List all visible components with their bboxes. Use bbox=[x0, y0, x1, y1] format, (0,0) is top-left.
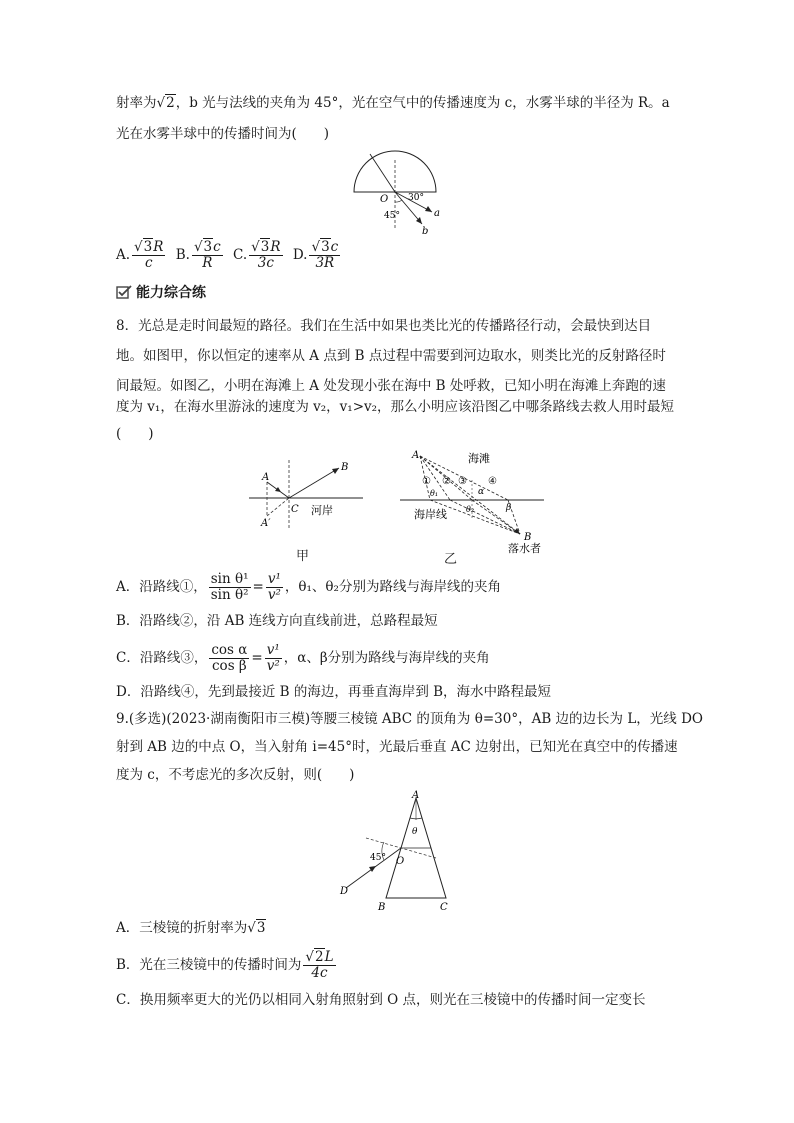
yi-beta: β bbox=[506, 503, 512, 513]
q8-opta-pre: A．沿路线①， bbox=[116, 579, 207, 595]
q9-option-b[interactable] bbox=[116, 950, 338, 981]
option-letter: B. bbox=[175, 247, 190, 263]
jia-label-B: B bbox=[341, 462, 349, 473]
option-letter: A. bbox=[116, 247, 131, 263]
sqrt-2-arg: 2 bbox=[166, 95, 175, 111]
q9-option-c[interactable]: C．换用频率更大的光仍以相同入射角照射到 O 点，则光在三棱镜中的传播时间一定变长 bbox=[116, 992, 646, 1008]
q9-optb-pre: B．光在三棱镜中的传播时间为 bbox=[116, 957, 302, 973]
option-letter: D. bbox=[292, 247, 308, 263]
q8-line-1: 8．光总是走时间最短的路径。我们在生活中如果也类比光的传播路径行动，会最快到达目 bbox=[116, 318, 652, 334]
yi-label-victim: 落水者 bbox=[508, 542, 541, 555]
sqrt-2: √2 bbox=[156, 95, 175, 111]
sqrt-3-arg: 3 bbox=[256, 920, 266, 936]
q7-option-a-frac: $\frac{√3R}{c}$ bbox=[134, 239, 164, 271]
q7-hemisphere-figure bbox=[340, 150, 450, 236]
checkbox-icon bbox=[116, 285, 132, 299]
num-rest: R bbox=[153, 239, 164, 255]
q9-label-C: C bbox=[440, 902, 448, 910]
section-header bbox=[116, 282, 206, 302]
q8-line-2: 地。如图甲，你以恒定的速率从 A 点到 B 点过程中需要到河边取水，则类比光的反射路径时 bbox=[116, 348, 666, 364]
q9-label-45: 45° bbox=[370, 853, 386, 863]
q8-option-b[interactable]: B．沿路线②，沿 AB 连线方向直线前进，总路程最短 bbox=[116, 613, 438, 629]
q9-label-B: B bbox=[378, 902, 386, 910]
q9-label-O: O bbox=[396, 856, 405, 867]
yi-label-shoreline: 海岸线 bbox=[414, 508, 447, 521]
yi-label-beach: 海滩 bbox=[468, 452, 490, 465]
q8-opta-frac-right bbox=[266, 572, 283, 603]
q7-line-2: 光在水雾半球中的传播时间为( ) bbox=[116, 126, 330, 142]
q8-line-4: 度为 v₁，在海水里游泳的速度为 v₂，v₁>v₂，那么小明应该沿图乙中哪条路线去救人用时最短 bbox=[116, 399, 675, 415]
yi-alpha: α bbox=[478, 487, 485, 497]
q9-line-3: 度为 c，不考虑光的多次反射，则( ) bbox=[116, 767, 355, 783]
q7-line-1-b: ，b 光与法线的夹角为 45°，光在空气中的传播速度为 c，水雾半球的半径为 R。a bbox=[175, 95, 670, 111]
num: v¹ bbox=[267, 571, 281, 587]
q8-figure-yi bbox=[396, 444, 546, 556]
q8-option-c[interactable] bbox=[116, 643, 490, 674]
q9-opta-pre: A．三棱镜的折射率为 bbox=[116, 920, 248, 936]
q7-line-1-a: 射率为 bbox=[116, 95, 157, 111]
den: c bbox=[144, 255, 153, 271]
yi-theta1: θ₁ bbox=[430, 489, 439, 498]
den: v² bbox=[266, 658, 280, 674]
num-sqrt: 3 bbox=[260, 239, 270, 255]
q9-option-a[interactable] bbox=[116, 918, 266, 938]
q8-opta-post: ，θ₁、θ₂分别为路线与海岸线的夹角 bbox=[284, 579, 501, 595]
q8-line-3: 间最短。如图乙，小明在海滩上 A 处发现小张在海中 B 处呼救，已知小明在海滩上奔跑的速 bbox=[116, 378, 666, 394]
q8-option-a[interactable] bbox=[116, 572, 501, 603]
num-sqrt: 3 bbox=[143, 239, 153, 255]
den: 3c bbox=[257, 255, 274, 271]
jia-label-river: 河岸 bbox=[311, 504, 333, 517]
q8-optc-post: ，α、β分别为路线与海岸线的夹角 bbox=[283, 650, 490, 666]
num: sin θ¹ bbox=[210, 571, 249, 587]
num: v¹ bbox=[266, 642, 280, 658]
q8-caption-jia: 甲 bbox=[296, 549, 310, 564]
q8-line-5: ( ) bbox=[116, 426, 154, 442]
den: R bbox=[202, 255, 213, 271]
q7-label-a: a bbox=[434, 208, 440, 219]
q9-label-theta: θ bbox=[412, 827, 418, 837]
num-rest: c bbox=[213, 239, 221, 255]
q8-option-d[interactable]: D．沿路线④，先到最接近 B 的海边，再垂直海岸到 B，海水中路程最短 bbox=[116, 684, 552, 700]
jia-label-A: A bbox=[262, 472, 270, 483]
q7-option-a[interactable] bbox=[116, 239, 167, 271]
q7-line-1 bbox=[116, 93, 670, 113]
q9-optb-frac: $\frac{√2L}{4c}$ bbox=[305, 949, 334, 981]
q8-opta-frac-left bbox=[209, 572, 251, 603]
q8-optc-frac-right bbox=[265, 643, 282, 674]
q7-option-b-frac: $\frac{√3c}{R}$ bbox=[193, 239, 221, 271]
num-rest: R bbox=[270, 239, 281, 255]
section-title: 能力综合练 bbox=[136, 285, 206, 301]
jia-label-C: C bbox=[291, 504, 299, 515]
q7-label-45: 45° bbox=[384, 211, 400, 221]
q7-label-30: 30° bbox=[408, 193, 424, 203]
sqrt-3: √3 bbox=[247, 920, 266, 936]
yi-path-1: ① bbox=[422, 476, 431, 487]
q7-options bbox=[116, 240, 342, 271]
q9-line-2: 射到 AB 边的中点 O，当入射角 i=45°时，光最后垂直 AC 边射出，已知光在真空中的传播速 bbox=[116, 739, 678, 755]
option-letter: C. bbox=[233, 247, 248, 263]
q8-caption-yi: 乙 bbox=[444, 552, 458, 567]
den: sin θ² bbox=[210, 587, 249, 603]
num-sqrt: 2 bbox=[315, 949, 324, 965]
den: 3R bbox=[315, 255, 335, 271]
q9-label-A: A bbox=[412, 790, 420, 801]
num-sqrt: 3 bbox=[203, 239, 213, 255]
num-sqrt: 3 bbox=[321, 239, 330, 255]
q9-prism-figure bbox=[336, 790, 466, 910]
den: 4c bbox=[311, 965, 328, 981]
num: cos α bbox=[211, 642, 248, 658]
equals: = bbox=[251, 650, 263, 666]
q7-label-O: O bbox=[380, 194, 389, 205]
num-rest: c bbox=[330, 239, 339, 255]
q9-line-1: 9.(多选)(2023·湖南衡阳市三模)等腰三棱镜 ABC 的顶角为 θ=30°，AB 边的边长为 L，光线 DO bbox=[116, 711, 703, 727]
yi-path-4: ④ bbox=[488, 476, 497, 487]
q7-option-d-frac: $\frac{√3c}{3R}$ bbox=[311, 239, 339, 271]
q7-option-b[interactable] bbox=[175, 239, 225, 271]
den: v² bbox=[267, 587, 281, 603]
q8-optc-frac-left bbox=[209, 643, 249, 674]
yi-label-A: A bbox=[412, 450, 420, 461]
yi-path-3: ③ bbox=[458, 476, 467, 487]
den: cos β bbox=[212, 658, 247, 674]
yi-path-2: ② bbox=[442, 476, 451, 487]
q8-optc-pre: C．沿路线③， bbox=[116, 650, 208, 666]
q9-label-D: D bbox=[340, 886, 349, 897]
q7-option-c[interactable] bbox=[233, 239, 285, 271]
q7-option-c-frac: $\frac{√3R}{3c}$ bbox=[251, 239, 281, 271]
equals: = bbox=[252, 579, 264, 595]
num-rest: L bbox=[324, 949, 334, 965]
q7-option-d[interactable] bbox=[292, 239, 342, 271]
yi-label-B: B bbox=[524, 532, 532, 543]
q8-figure-jia bbox=[245, 458, 365, 534]
jia-label-A-prime: A′ bbox=[261, 518, 271, 529]
q7-label-b: b bbox=[422, 226, 429, 236]
yi-theta2: θ₂ bbox=[466, 505, 475, 514]
